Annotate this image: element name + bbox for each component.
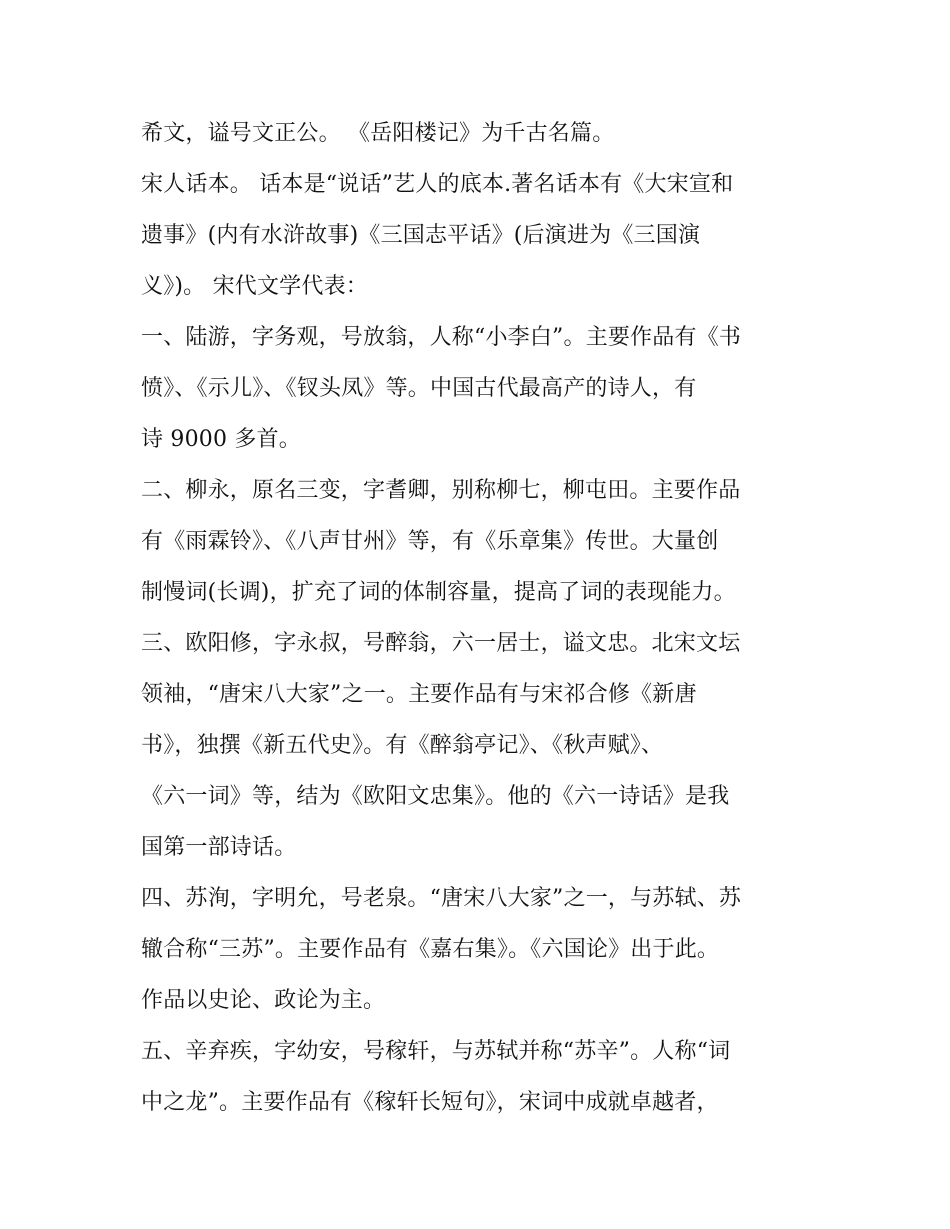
text-line: 中之龙”。主要作品有《稼轩长短句》，宋词中成就卓越者， (141, 1090, 719, 1115)
text-line: 四、苏洵，字明允，号老泉。“唐宋八大家”之一，与苏轼、苏 (141, 886, 742, 911)
text-line: 愤》、《示儿》、《钗头凤》等。中国古代最高产的诗人，有 (141, 376, 697, 401)
text-line: 宋人话本。 话本是“说话”艺人的底本.著名话本有《大宋宣和 (141, 172, 734, 197)
text-line: 书》，独撰《新五代史》。有《醉翁亭记》、《秋声赋》、 (141, 733, 664, 758)
text-line: 三、欧阳修，字永叔，号醉翁，六一居士，谥文忠。北宋文坛 (141, 631, 741, 656)
text-line: 五、辛弃疾，字幼安，号稼轩，与苏轼并称“苏辛”。人称“词 (141, 1039, 731, 1064)
text-line: 制慢词(长调)，扩充了词的体制容量，提高了词的表现能力。 (141, 580, 736, 605)
text-line: 国第一部诗话。 (141, 835, 297, 860)
text-line: 诗 9000 多首。 (141, 427, 301, 452)
text-line: 作品以史论、政论为主。 (141, 988, 386, 1013)
text-line: 辙合称“三苏”。主要作品有《嘉右集》。《六国论》出于此。 (141, 937, 720, 962)
text-line: 领袖，“唐宋八大家”之一。主要作品有与宋祁合修《新唐 (141, 682, 697, 707)
text-line: 一、陆游，字务观，号放翁，人称“小李白”。主要作品有《书 (141, 325, 742, 350)
text-line: 《六一词》等，结为《欧阳文忠集》。他的《六一诗话》是我 (141, 784, 730, 809)
text-line: 有《雨霖铃》、《八声甘州》等，有《乐章集》传世。大量创 (141, 529, 719, 554)
text-line: 义》)。 宋代文学代表： (141, 274, 368, 299)
text-line: 遗事》(内有水浒故事)《三国志平话》(后演进为《三国演 (141, 223, 701, 248)
text-line: 二、柳永，原名三变，字耆卿，别称柳七，柳屯田。主要作品 (141, 478, 741, 503)
text-line: 希文，谥号文正公。 《岳阳楼记》为千古名篇。 (141, 121, 615, 146)
document-body (141, 108, 821, 1128)
